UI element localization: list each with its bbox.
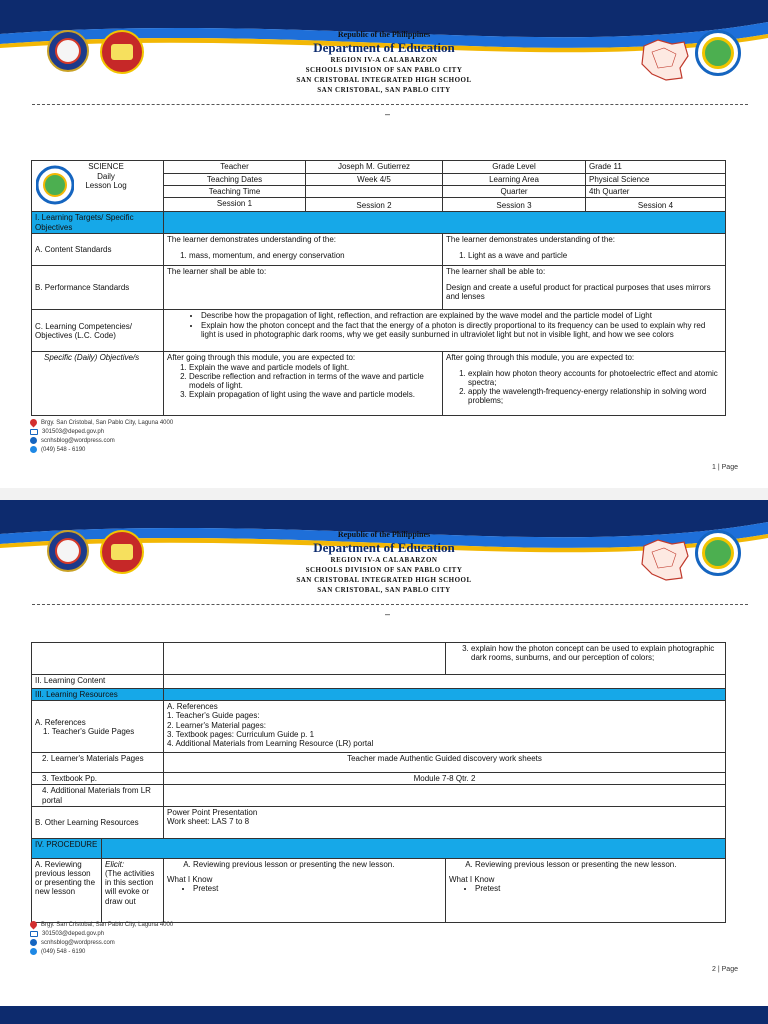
reviewing-right [446,858,726,922]
other-resources-line-2: Work sheet: LAS 7 to 8 [167,816,250,826]
time-value [306,186,443,198]
lesson-log-label: Lesson Log [85,181,127,191]
dates-label: Teaching Dates [164,174,306,186]
department-title: Department of Education [313,40,455,55]
pretest-left: • Pretest [193,884,442,893]
additional-materials-value [164,785,726,806]
learning-content-label: II. Learning Content [32,675,164,689]
region-seal-logo [100,30,144,74]
specific-objectives-label [32,352,164,416]
footer-contacts-1 [30,418,173,454]
textbook-label: 3. Textbook Pp. [32,773,164,785]
footer-phone: (049) 548 - 6190 [41,948,86,955]
divider-tick: – [385,609,391,619]
quarter-value: 4th Quarter [586,186,726,198]
reviewing-left-item: A. Reviewing previous lesson or presenting the new lesson. [193,860,442,869]
additional-materials-label: 4. Additional Materials from LR portal [32,785,164,806]
phone-icon [30,948,37,955]
specific-left-item-1: 1. Explain the wave and particle models of light. [189,363,439,372]
teacher-label: Teacher [164,161,306,174]
competencies-cell [164,310,726,352]
reviewing-left [164,858,446,922]
learning-content-value [164,675,726,689]
time-label: Teaching Time [164,186,306,198]
content-standards-right [443,234,726,266]
continuation-label-cell [32,643,164,675]
content-standards-right-intro: The learner demonstrates understanding of the: [446,235,615,245]
content-standards-intro: The learner demonstrates understanding of the: [167,235,336,245]
session-3-header: Session 3 [443,198,586,212]
continuation-item-3: 3. explain how the photon concept can be used to explain photographic dark rooms, sunburns, and our perception of colors; [471,644,722,662]
region-seal-logo [100,530,144,574]
other-resources-line-1: Power Point Presentation [167,807,258,817]
references-line-1: A. References [167,702,218,712]
page-number-1: 1 | Page [712,464,738,471]
content-standards-right-item: 1. Light as a wave and particle [468,251,722,260]
grade-label: Grade Level [443,161,586,174]
footer-address: Brgy. San Cristobal, San Pablo City, Laguna 4000 [41,921,174,928]
divider-tick: – [385,109,391,119]
header-divider [32,104,748,105]
competencies-label: C. Learning Competencies/ Objectives (L.C. Code) [32,310,164,352]
specific-objectives-text: Specific (Daily) Objective/s [44,353,140,363]
procedure-heading: IV. PROCEDURE [32,838,102,858]
address-line: SAN CRISTOBAL, SAN PABLO CITY [317,86,451,94]
references-label-cell [32,701,164,753]
references-label: A. References [35,717,86,727]
learning-targets-band [164,212,726,234]
region-line: REGION IV-A CALABARZON [330,56,438,64]
footer-phone: (049) 548 - 6190 [41,446,86,453]
page-number-2: 2 | Page [712,966,738,973]
footer-web[interactable]: scnhsblog@wordpress.com [41,437,115,444]
performance-standards-right-body: Design and create a useful product for practical purposes that uses mirrors and lenses [446,282,711,301]
teacher-value: Joseph M. Gutierrez [306,161,443,174]
specific-right-item-1: 1. explain how photon theory accounts for photoelectric effect and atomic spectra; [468,369,722,387]
session-1-header: Session 1 [164,198,306,212]
deped-seal-logo [47,530,89,572]
teachers-guide-label: 1. Teacher's Guide Pages [43,726,135,736]
phone-icon [30,446,37,453]
references-line-5: 4. Additional Materials from Learning Resource (LR) portal [167,738,374,748]
grade-value: Grade 11 [586,161,726,174]
school-seal-icon [36,165,74,205]
elicit-cell [102,858,164,922]
footer-contacts-2 [30,920,173,956]
science-label: SCIENCE [88,162,124,171]
page-word: Page [721,464,738,471]
competency-item-2: • Explain how the photon concept and the fact that the energy of a photon is directly proportional to its frequency can be used to explain why red light is used in photographic dark rooms, why we get easily sunburned in ultraviolet light but not in visible light, and how we see colors [201,321,722,339]
lesson-log-table-2 [31,642,726,923]
page-gap [0,488,768,500]
school-line: SAN CRISTOBAL INTEGRATED HIGH SCHOOL [296,76,472,84]
pretest-right: • Pretest [475,884,722,893]
san-pablo-map-icon [638,38,690,82]
performance-standards-right-intro: The learner shall be able to: [446,267,546,277]
what-i-know-right: What I Know [449,874,495,884]
department-title: Department of Education [313,540,455,555]
specific-objectives-right [443,352,726,416]
reviewing-label: A. Reviewing previous lesson or presenting the new lesson [32,858,102,922]
quarter-label: Quarter [443,186,586,198]
division-line: SCHOOLS DIVISION OF SAN PABLO CITY [305,66,463,74]
elicit-title: Elicit: [105,859,125,869]
page-2 [0,500,768,988]
specific-left-item-3: 3. Explain propagation of light using the wave and particle models. [189,390,439,399]
procedure-band [102,838,726,858]
area-value: Physical Science [586,174,726,186]
other-resources-value [164,806,726,838]
deped-seal-logo [47,30,89,72]
page-word: Page [721,966,738,973]
specific-right-item-2: 2. apply the wavelength-frequency-energy relationship in solving word problems; [468,387,722,405]
reviewing-right-item: A. Reviewing previous lesson or presenting the new lesson. [475,860,722,869]
other-resources-label: B. Other Learning Resources [32,806,164,838]
performance-standards-right [443,266,726,310]
references-line-3: 2. Learner's Material pages: [167,720,266,730]
footer-email[interactable]: 301503@deped.gov.ph [42,428,105,435]
address-line: SAN CRISTOBAL, SAN PABLO CITY [317,586,451,594]
competency-item-1: • Describe how the propagation of light, reflection, and refraction are explained by the wave model and the particle model of Light [201,311,722,320]
specific-right-intro: After going through this module, you are expected to: [446,353,635,363]
footer-email[interactable]: 301503@deped.gov.ph [42,930,105,937]
learners-materials-label: 2. Learner's Materials Pages [32,753,164,773]
content-standards-label: A. Content Standards [32,234,164,266]
specific-left-item-2: 2. Describe reflection and refraction in terms of the wave and particle models of light. [189,372,439,390]
republic-title: Republic of the Philippines [337,530,431,539]
location-pin-icon [29,418,39,428]
page-number-value: 1 [712,464,716,471]
footer-web[interactable]: scnhsblog@wordpress.com [41,939,115,946]
daily-label: Daily [97,171,115,181]
references-list [164,701,726,753]
area-label: Learning Area [443,174,586,186]
continuation-right-cell [446,643,726,675]
specific-objectives-left [164,352,443,416]
elicit-body: (The activities in this section will evoke or draw out [105,868,155,906]
location-pin-icon [29,920,39,930]
school-seal-logo [695,530,741,576]
references-line-2: 1. Teacher's Guide pages: [167,711,260,721]
specific-left-intro: After going through this module, you are expected to: [167,353,356,363]
page-1 [0,0,768,488]
learning-targets-heading: I. Learning Targets/ Specific Objectives [32,212,164,234]
session-2-header: Session 2 [306,198,443,212]
school-seal-logo [695,30,741,76]
lesson-log-table-1 [31,160,726,416]
region-line: REGION IV-A CALABARZON [330,556,438,564]
learning-resources-band [164,689,726,701]
school-line: SAN CRISTOBAL INTEGRATED HIGH SCHOOL [296,576,472,584]
learners-materials-value: Teacher made Authentic Guided discovery work sheets [164,753,726,773]
mail-icon [30,429,38,435]
globe-icon [30,437,37,444]
san-pablo-map-icon [638,538,690,582]
continuation-left-cell [164,643,446,675]
republic-title: Republic of the Philippines [337,30,431,39]
mail-icon [30,931,38,937]
performance-standards-label: B. Performance Standards [32,266,164,310]
content-standards-left [164,234,443,266]
content-standards-item: 1. mass, momentum, and energy conservation [189,251,439,260]
science-logo-cell [32,161,164,212]
next-page-header-band [0,1006,768,1024]
header-divider [32,604,748,605]
dates-value: Week 4/5 [306,174,443,186]
performance-standards-left: The learner shall be able to: [164,266,443,310]
footer-address: Brgy. San Cristobal, San Pablo City, Laguna 4000 [41,419,174,426]
what-i-know-left: What I Know [167,874,213,884]
learning-resources-heading: III. Learning Resources [32,689,164,701]
page-number-value: 2 [712,966,716,973]
textbook-value: Module 7-8 Qtr. 2 [164,773,726,785]
globe-icon [30,939,37,946]
references-line-4: 3. Textbook pages: Curriculum Guide p. 1 [167,729,315,739]
session-4-header: Session 4 [586,198,726,212]
division-line: SCHOOLS DIVISION OF SAN PABLO CITY [305,566,463,574]
